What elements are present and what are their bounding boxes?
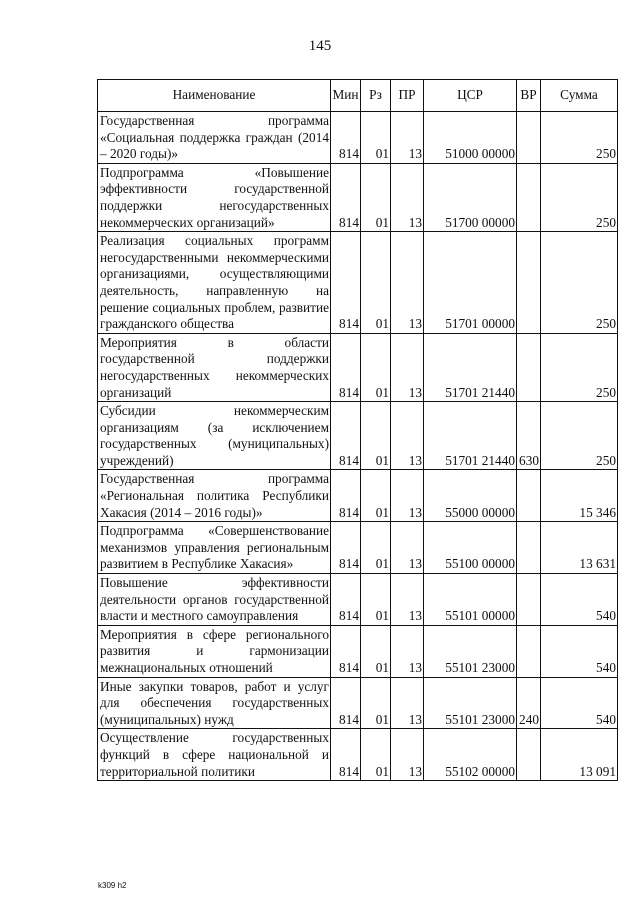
cell-csr: 55101 00000 bbox=[424, 574, 517, 626]
cell-vr bbox=[517, 470, 541, 522]
budget-table bbox=[97, 79, 618, 781]
cell-min: 814 bbox=[331, 333, 361, 401]
header-sum: Сумма bbox=[541, 80, 618, 112]
cell-pr: 13 bbox=[391, 574, 424, 626]
cell-name: Подпрограмма «Повышение эффективности государственной поддержки негосударственных некоммерческих организаций» bbox=[98, 163, 331, 231]
cell-sum: 250 bbox=[541, 402, 618, 470]
cell-name: Иные закупки товаров, работ и услуг для обеспечения государственных (муниципальных) нужд bbox=[98, 677, 331, 729]
table-row bbox=[98, 522, 618, 574]
cell-csr: 55101 23000 bbox=[424, 677, 517, 729]
cell-name: Реализация социальных программ негосударственными некоммерческими организациями, осуществляющими деятельность, направленную на решение социальных проблем, развитие гражданского общества bbox=[98, 232, 331, 334]
cell-min: 814 bbox=[331, 574, 361, 626]
cell-sum: 15 346 bbox=[541, 470, 618, 522]
cell-name: Подпрограмма «Совершенствование механизмов управления региональным развитием в Республике Хакасия» bbox=[98, 522, 331, 574]
cell-sum: 540 bbox=[541, 574, 618, 626]
cell-rz: 01 bbox=[361, 625, 391, 677]
cell-csr: 55102 00000 bbox=[424, 729, 517, 781]
cell-rz: 01 bbox=[361, 729, 391, 781]
cell-vr bbox=[517, 112, 541, 164]
cell-pr: 13 bbox=[391, 677, 424, 729]
table-row bbox=[98, 232, 618, 334]
header-row bbox=[98, 80, 618, 112]
header-rz: Рз bbox=[361, 80, 391, 112]
cell-rz: 01 bbox=[361, 522, 391, 574]
cell-vr bbox=[517, 232, 541, 334]
cell-pr: 13 bbox=[391, 333, 424, 401]
cell-vr bbox=[517, 729, 541, 781]
cell-csr: 51700 00000 bbox=[424, 163, 517, 231]
table-row bbox=[98, 112, 618, 164]
cell-name: Мероприятия в области государственной поддержки негосударственных некоммерческих организаций bbox=[98, 333, 331, 401]
cell-csr: 55100 00000 bbox=[424, 522, 517, 574]
cell-sum: 13 631 bbox=[541, 522, 618, 574]
header-min: Мин bbox=[331, 80, 361, 112]
cell-pr: 13 bbox=[391, 232, 424, 334]
cell-sum: 540 bbox=[541, 625, 618, 677]
header-pr: ПР bbox=[391, 80, 424, 112]
cell-csr: 51701 21440 bbox=[424, 333, 517, 401]
cell-pr: 13 bbox=[391, 625, 424, 677]
cell-min: 814 bbox=[331, 112, 361, 164]
cell-sum: 250 bbox=[541, 333, 618, 401]
header-name: Наименование bbox=[98, 80, 331, 112]
cell-rz: 01 bbox=[361, 402, 391, 470]
cell-sum: 250 bbox=[541, 112, 618, 164]
cell-min: 814 bbox=[331, 625, 361, 677]
cell-csr: 51701 21440 bbox=[424, 402, 517, 470]
cell-csr: 55000 00000 bbox=[424, 470, 517, 522]
cell-sum: 250 bbox=[541, 163, 618, 231]
table-row bbox=[98, 625, 618, 677]
cell-min: 814 bbox=[331, 470, 361, 522]
cell-csr: 51701 00000 bbox=[424, 232, 517, 334]
table-body bbox=[98, 112, 618, 781]
cell-sum: 250 bbox=[541, 232, 618, 334]
cell-pr: 13 bbox=[391, 402, 424, 470]
cell-name: Повышение эффективности деятельности органов государственной власти и местного самоуправления bbox=[98, 574, 331, 626]
cell-min: 814 bbox=[331, 677, 361, 729]
cell-rz: 01 bbox=[361, 677, 391, 729]
table-row bbox=[98, 333, 618, 401]
cell-vr bbox=[517, 333, 541, 401]
table-header bbox=[98, 80, 618, 112]
cell-vr bbox=[517, 163, 541, 231]
header-vr: ВР bbox=[517, 80, 541, 112]
cell-rz: 01 bbox=[361, 333, 391, 401]
cell-min: 814 bbox=[331, 163, 361, 231]
cell-pr: 13 bbox=[391, 163, 424, 231]
cell-csr: 51000 00000 bbox=[424, 112, 517, 164]
cell-name: Субсидии некоммерческим организациям (за исключением государственных (муниципальных) учреждений) bbox=[98, 402, 331, 470]
cell-name: Мероприятия в сфере регионального развития и гармонизации межнациональных отношений bbox=[98, 625, 331, 677]
cell-vr: 240 bbox=[517, 677, 541, 729]
table-row bbox=[98, 677, 618, 729]
cell-pr: 13 bbox=[391, 729, 424, 781]
table-row bbox=[98, 574, 618, 626]
cell-pr: 13 bbox=[391, 112, 424, 164]
cell-min: 814 bbox=[331, 402, 361, 470]
page-number: 145 bbox=[308, 38, 332, 54]
cell-rz: 01 bbox=[361, 574, 391, 626]
cell-min: 814 bbox=[331, 522, 361, 574]
cell-pr: 13 bbox=[391, 470, 424, 522]
cell-vr: 630 bbox=[517, 402, 541, 470]
cell-rz: 01 bbox=[361, 470, 391, 522]
cell-vr bbox=[517, 625, 541, 677]
cell-sum: 13 091 bbox=[541, 729, 618, 781]
cell-rz: 01 bbox=[361, 112, 391, 164]
table-row bbox=[98, 163, 618, 231]
cell-pr: 13 bbox=[391, 522, 424, 574]
header-csr: ЦСР bbox=[424, 80, 517, 112]
cell-csr: 55101 23000 bbox=[424, 625, 517, 677]
table-row bbox=[98, 729, 618, 781]
cell-name: Осуществление государственных функций в сфере национальной и территориальной политики bbox=[98, 729, 331, 781]
cell-vr bbox=[517, 574, 541, 626]
footer-code: k309 h2 bbox=[98, 881, 127, 890]
cell-rz: 01 bbox=[361, 232, 391, 334]
table-row bbox=[98, 470, 618, 522]
table-row bbox=[98, 402, 618, 470]
cell-min: 814 bbox=[331, 232, 361, 334]
cell-vr bbox=[517, 522, 541, 574]
cell-name: Государственная программа «Региональная политика Республики Хакасия (2014 – 2016 годы)» bbox=[98, 470, 331, 522]
cell-sum: 540 bbox=[541, 677, 618, 729]
cell-name: Государственная программа «Социальная поддержка граждан (2014 – 2020 годы)» bbox=[98, 112, 331, 164]
cell-min: 814 bbox=[331, 729, 361, 781]
cell-rz: 01 bbox=[361, 163, 391, 231]
